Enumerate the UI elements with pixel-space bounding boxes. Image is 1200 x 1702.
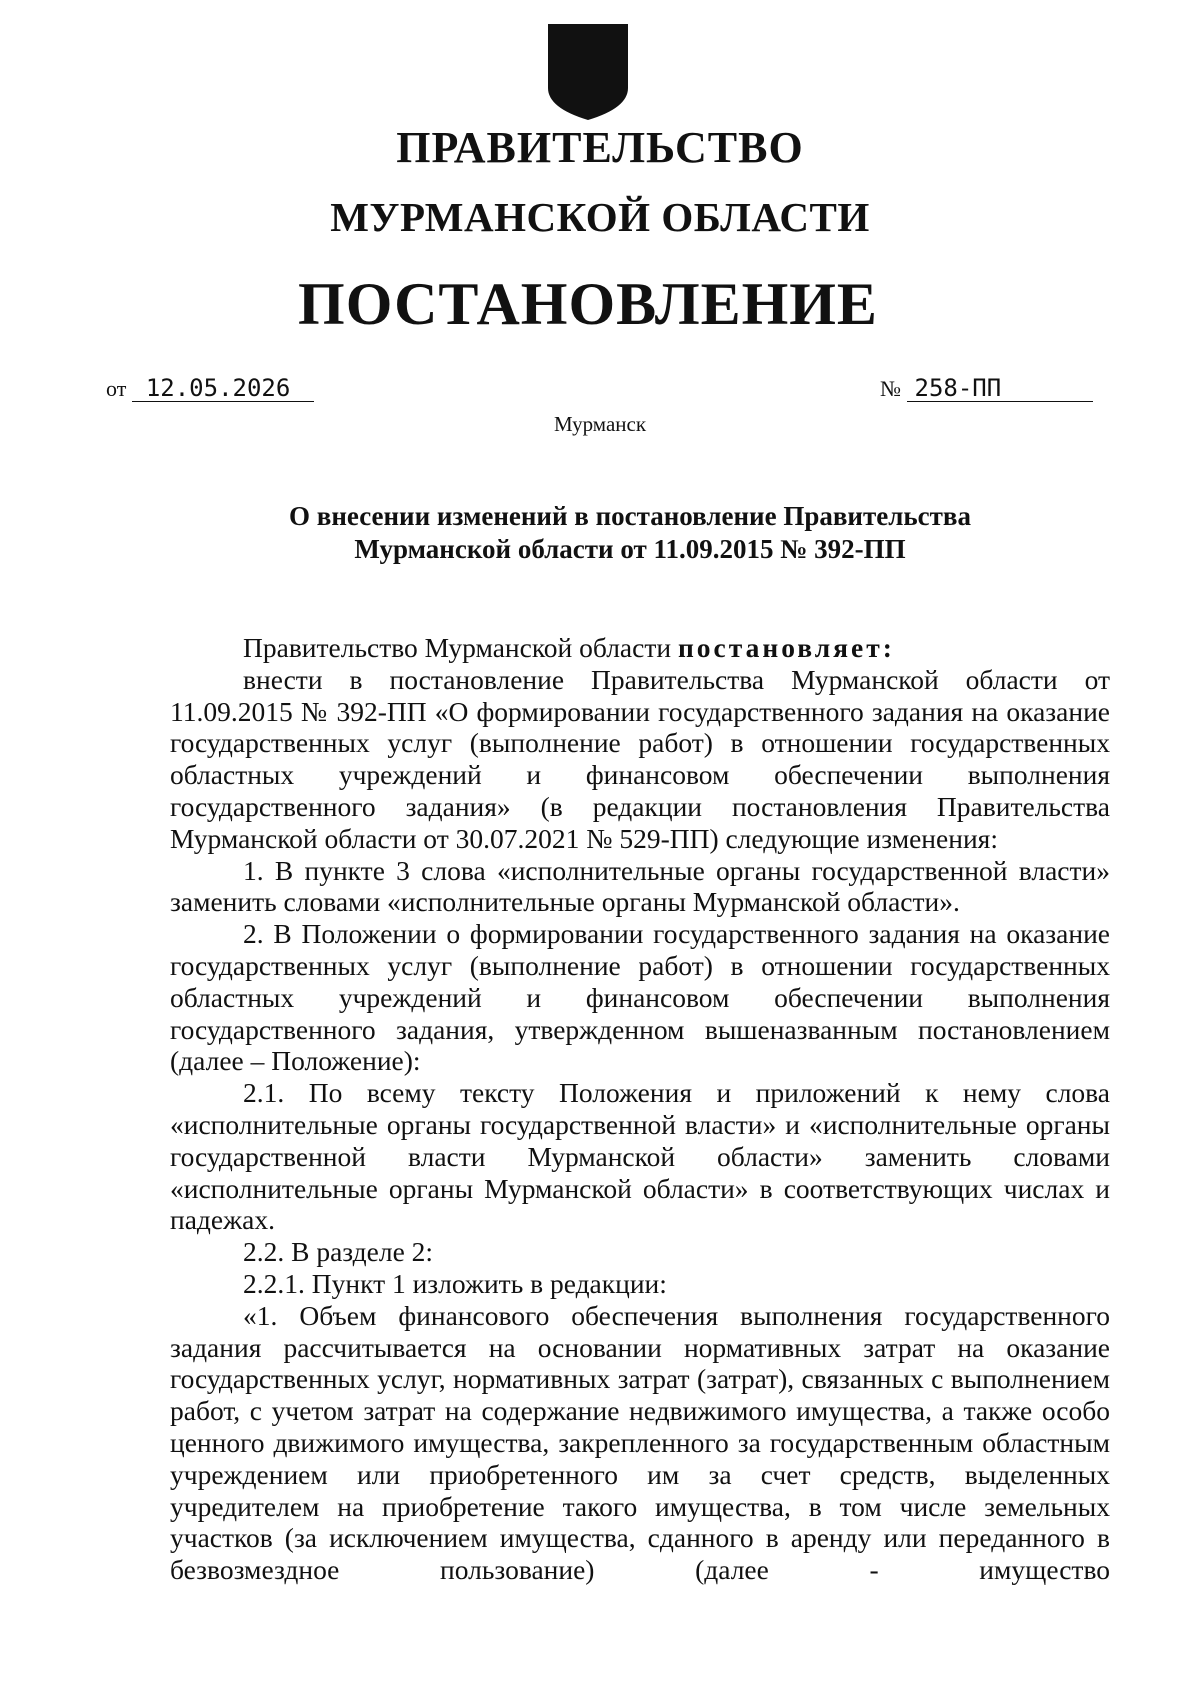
document-type-title: ПОСТАНОВЛЕНИЕ (298, 271, 878, 337)
intro-paragraph (170, 632, 1110, 664)
number-value: 258-ПП (907, 375, 1093, 402)
paragraph-item-2-2: 2.2. В разделе 2: (243, 1236, 434, 1268)
org-name-line1: ПРАВИТЕЛЬСТВО (396, 123, 804, 172)
city-name: Мурманск (553, 412, 647, 436)
intro-text: Правительство Мурманской области (243, 632, 678, 663)
org-name-line2: МУРМАНСКОЙ ОБЛАСТИ (330, 194, 870, 240)
paragraph-main: внести в постановление Правительства Мурманской области от 11.09.2015 № 392-ПП «О формировании государственного задания на оказание государственных услуг (выполнение работ) в отношении государственных областных учреждений и финансовом обеспечении выполнения государственного задания» (в редакции постановления Правительства Мурманской области от 30.07.2021 № 529-ПП) следующие изменения: (170, 663, 1110, 854)
date-prefix: от (106, 376, 127, 401)
number-prefix: № (880, 376, 901, 401)
paragraph-item-1: 1. В пункте 3 слова «исполнительные органы государственной власти» заменить словами «исполнительные органы Мурманской области». (170, 854, 1110, 918)
document-date (106, 375, 314, 402)
coat-of-arms-emblem (546, 22, 630, 122)
date-value: 12.05.2026 (132, 375, 314, 402)
heading-line2: Мурманской области от 11.09.2015 № 392-ПП (354, 534, 906, 564)
intro-bold-text: постановляет: (677, 632, 895, 663)
heading-line1: О внесении изменений в постановление Правительства (289, 501, 971, 531)
paragraph-quoted-item-1: «1. Объем финансового обеспечения выполнения государственного задания рассчитывается на основании нормативных затрат на оказание государственных услуг, нормативных затрат (затрат), связанных с выполнением работ, с учетом затрат на содержание недвижимого имущества, а также особо ценного движимого имущества, закрепленного за государственным областным учреждением или приобретенного им за счет средств, выделенных учредителем на приобретение такого имущества, в том числе земельных участков (за исключением имущества, сданного в аренду или переданного в безвозмездное пользование) (далее - имущество (170, 1299, 1110, 1586)
paragraph-item-2: 2. В Положении о формировании государственного задания на оказание государственных услуг (выполнение работ) в отношении государственных областных учреждений и финансовом обеспечении выполнения государственного задания, утвержденном вышеназванным постановлением (далее – Положение): (170, 918, 1110, 1077)
document-number (880, 375, 1093, 402)
paragraph-item-2-1: 2.1. По всему тексту Положения и приложений к нему слова «исполнительные органы государственной власти» и «исполнительные органы государственной власти Мурманской области» заменить словами «исполнительные органы Мурманской области» в соответствующих числах и падежах. (170, 1077, 1110, 1236)
document-body (170, 632, 1110, 1586)
document-heading (240, 500, 1020, 566)
paragraph-item-2-2-1: 2.2.1. Пункт 1 изложить в редакции: (243, 1267, 667, 1299)
